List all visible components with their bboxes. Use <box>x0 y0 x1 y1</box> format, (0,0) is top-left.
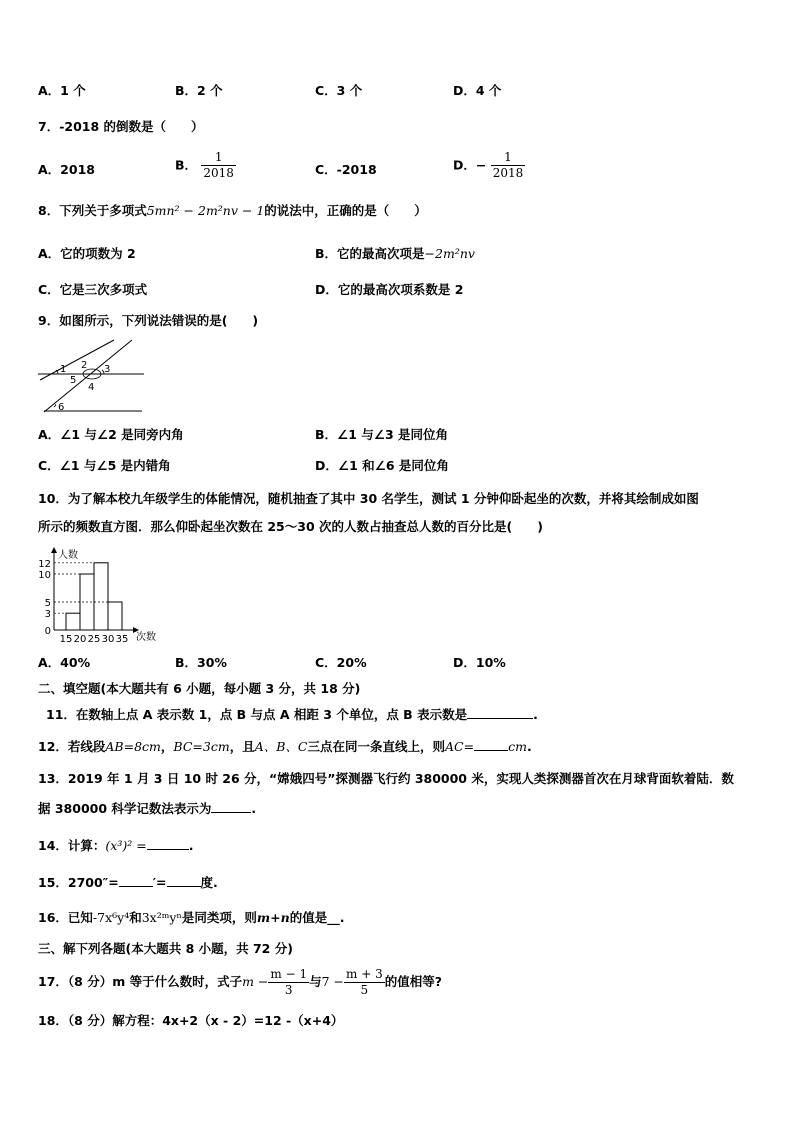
histogram-bar <box>66 613 80 630</box>
q15-text: 15．2700″= <box>38 875 119 890</box>
fraction-numerator: m − 1 <box>270 967 308 981</box>
answer-blank <box>119 874 153 887</box>
x-axis-label: 次数 <box>136 632 156 643</box>
q12-ab: AB=8cm <box>105 739 161 754</box>
q17-fraction2 <box>344 967 385 998</box>
q15-end: 度. <box>200 875 218 890</box>
q8-stem-pre: 8．下列关于多项式 <box>38 203 147 218</box>
q8-option-d: D．它的最高次项系数是 2 <box>315 282 464 297</box>
q10-option-b: B．30% <box>175 655 227 670</box>
q10-stem-line1: 10．为了解本校九年级学生的体能情况，随机抽查了其中 30 名学生，测试 1 分钟仰卧起坐的次数，并将其绘制成如图 <box>38 491 699 506</box>
q10-option-c: C．20% <box>315 655 367 670</box>
q10-histogram <box>32 546 172 646</box>
q6-option-c: C．3 个 <box>315 83 363 98</box>
q13-end: . <box>251 801 257 816</box>
q8-option-b-label: B．它的最高次项是 <box>315 246 425 261</box>
q9-figure <box>34 338 146 414</box>
x-tick-label: 20 <box>73 634 87 645</box>
q6-option-b: B．2 个 <box>175 83 223 98</box>
q11 <box>46 706 538 724</box>
q10-option-a: A．40% <box>38 655 91 670</box>
q16-text: 16．已知 <box>38 910 93 925</box>
q9-option-c: C．∠1 与∠5 是内错角 <box>38 458 171 473</box>
q17-end: 的值相等? <box>384 974 442 989</box>
q17-fraction1 <box>268 967 309 998</box>
answer-blank <box>474 738 508 751</box>
q14-text: 14．计算： <box>38 838 106 853</box>
x-tick-label: 35 <box>115 634 129 645</box>
angle-label: 2 <box>81 360 88 371</box>
q8-stem <box>38 202 427 220</box>
fraction-numerator: 1 <box>214 150 223 164</box>
angle-label: 3 <box>104 364 111 375</box>
angle-arc-6 <box>54 404 56 407</box>
q17-text: 17．（8 分）m 等于什么数时，式子 <box>38 974 243 989</box>
fraction-denominator: 5 <box>344 982 385 998</box>
angle-label: 6 <box>58 402 65 413</box>
y-axis-label: 人数 <box>58 550 78 561</box>
q7-option-d-fraction <box>491 150 526 181</box>
q7-option-d <box>453 150 525 181</box>
q7-option-b-fraction <box>201 150 236 181</box>
q12-unit: cm <box>508 739 527 754</box>
q12-text: 12．若线段 <box>38 739 106 754</box>
q8-stem-post: 的说法中，正确的是（ ） <box>264 203 427 218</box>
x-tick-label: 30 <box>101 634 115 645</box>
q12-mid2: 三点在同一条直线上，则 <box>307 739 445 754</box>
q9-option-d: D．∠1 和∠6 是同位角 <box>315 458 449 473</box>
histogram-bar <box>108 602 122 630</box>
q9-option-a: A．∠1 与∠2 是同旁内角 <box>38 427 184 442</box>
q17-expr1-lead: m − <box>242 974 269 989</box>
q8-polynomial: 5mn² − 2m²nv − 1 <box>146 203 265 218</box>
q15 <box>38 874 218 892</box>
q8-option-a: A．它的项数为 2 <box>38 246 136 261</box>
q14-expression: (x³)² = <box>105 838 147 853</box>
x-tick-label: 25 <box>87 634 101 645</box>
histogram-bar <box>94 563 108 630</box>
q17 <box>38 962 442 1002</box>
q7-option-a: A．2018 <box>38 162 95 177</box>
q12-ac: AC= <box>445 739 475 754</box>
q7-option-d-label: D．− <box>453 157 487 173</box>
q12-bc: BC=3cm <box>173 739 230 754</box>
q7-option-b-label: B． <box>175 157 198 173</box>
q17-expr2-lead: 7 − <box>321 974 345 989</box>
q17-and: 与 <box>309 974 322 989</box>
q18: 18．（8 分）解方程：4x+2（x - 2）=12 -（x+4） <box>38 1013 344 1028</box>
fraction-numerator: 1 <box>504 150 512 164</box>
q7-option-c: C．-2018 <box>315 162 377 177</box>
q8-option-c: C．它是三次多项式 <box>38 282 148 297</box>
q8-option-b-math: −2m²nv <box>424 246 475 261</box>
answer-blank <box>147 837 189 850</box>
answer-blank <box>167 874 201 887</box>
q16-term2: 3x²ᵐyⁿ <box>141 910 182 925</box>
answer-blank <box>211 800 251 813</box>
q11-text: 11．在数轴上点 A 表示数 1，点 B 与点 A 相距 3 个单位，点 B 表示数是 <box>46 707 468 722</box>
angle-label: 1 <box>60 364 67 375</box>
q6-option-d: D．4 个 <box>453 83 502 98</box>
q13-line1: 13．2019 年 1 月 3 日 10 时 26 分，“嫦娥四号”探测器飞行约 380000 米，实现人类探测器首次在月球背面软着陆．数 <box>38 771 734 786</box>
y-tick-label: 3 <box>44 609 51 621</box>
section-2-title: 二、填空题(本大题共有 6 小题，每小题 3 分，共 18 分) <box>38 681 361 696</box>
section-3-title: 三、解下列各题(本大题共 8 小题，共 72 分) <box>38 941 293 956</box>
q12-mid: ，且 <box>229 739 255 754</box>
q16-sum: m+n <box>256 910 290 925</box>
x-tick-label: 15 <box>59 634 73 645</box>
q16-term1: -7x⁶y⁴ <box>92 910 130 925</box>
q15-mid: ′= <box>152 875 167 890</box>
q12-sep: ， <box>160 739 174 754</box>
q7-stem: 7．-2018 的倒数是（ ） <box>38 119 204 134</box>
fraction-numerator: m + 3 <box>346 967 383 981</box>
q12-end: . <box>526 739 532 754</box>
fraction-denominator: 2018 <box>203 166 234 180</box>
fraction-denominator: 2018 <box>492 166 524 180</box>
angle-label: 5 <box>70 375 77 386</box>
q10-stem-line2: 所示的频数直方图．那么仰卧起坐次数在 25～30 次的人数占抽查总人数的百分比是( ) <box>38 519 543 534</box>
q12 <box>38 738 532 756</box>
fraction-denominator: 3 <box>268 982 309 998</box>
q13-line2 <box>38 800 256 818</box>
q6-option-a: A．1 个 <box>38 83 86 98</box>
angle-label: 4 <box>88 382 95 393</box>
y-tick-label: 12 <box>38 558 51 570</box>
q8-option-b <box>315 245 475 263</box>
q16 <box>38 909 344 927</box>
q9-stem: 9．如图所示，下列说法错误的是( ) <box>38 313 259 328</box>
q16-and: 和 <box>129 910 142 925</box>
answer-blank <box>467 706 533 719</box>
q12-points: A、B、C <box>254 739 308 754</box>
q7-option-b <box>175 150 236 181</box>
q14-end: . <box>188 838 194 853</box>
q14 <box>38 837 193 855</box>
q16-end: 的值是__. <box>289 910 345 925</box>
y-tick-label: 5 <box>44 598 51 609</box>
y-tick-label: 0 <box>44 626 51 637</box>
q10-option-d: D．10% <box>453 655 506 670</box>
q9-option-b: B．∠1 与∠3 是同位角 <box>315 427 449 442</box>
q13-text: 据 380000 科学记数法表示为 <box>38 801 212 816</box>
y-tick-label: 10 <box>38 570 51 581</box>
q16-mid: 是同类项，则 <box>181 910 257 925</box>
q11-end: . <box>533 707 538 722</box>
